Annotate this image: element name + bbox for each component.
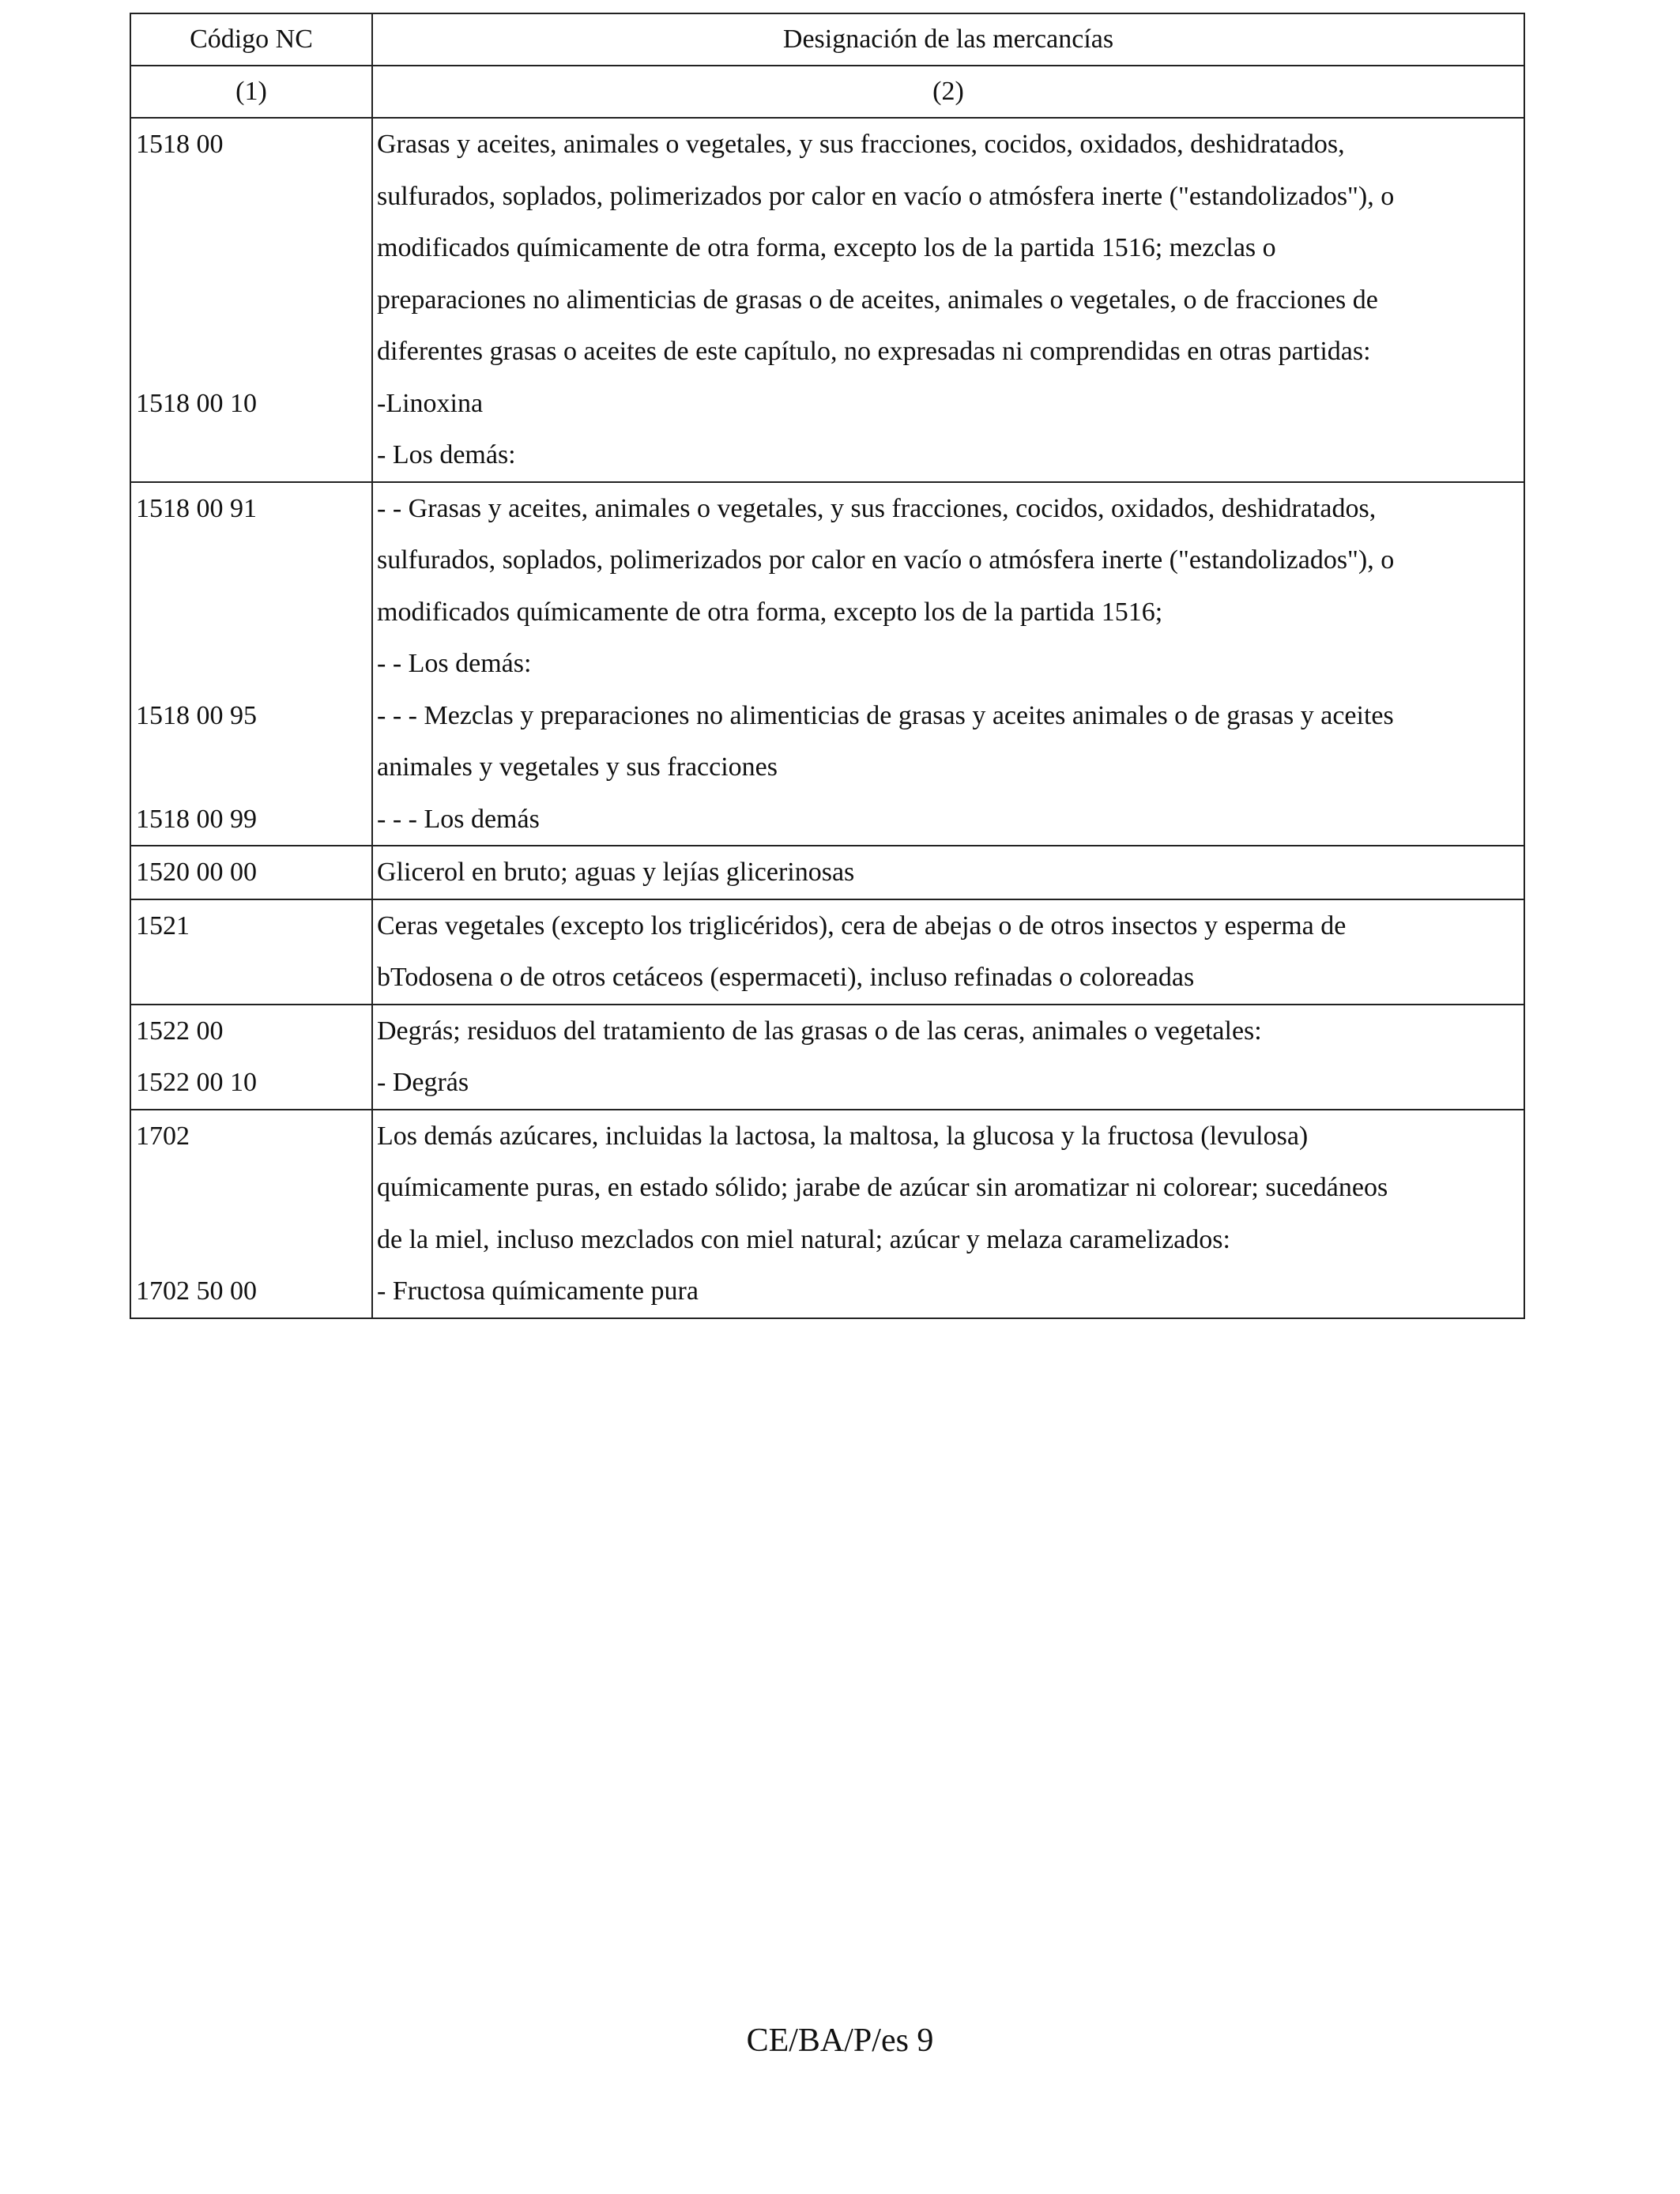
header-cn-code: Código NC — [130, 13, 372, 66]
description-cell — [372, 1110, 1524, 1318]
table-row — [130, 899, 1524, 1005]
description-line: animales y vegetales y sus fracciones — [377, 752, 778, 782]
description-line: - - - Los demás — [377, 804, 540, 834]
description-line: - - Los demás: — [377, 649, 532, 678]
description-line: modificados químicamente de otra forma, excepto los de la partida 1516; — [377, 597, 1163, 627]
cn-code: 1521 — [136, 910, 190, 941]
cn-code: 1520 00 00 — [136, 858, 257, 887]
description-cell — [372, 482, 1524, 846]
cn-code — [131, 1214, 371, 1266]
subheader-col2: (2) — [372, 66, 1524, 118]
cn-code-cell — [130, 1005, 372, 1110]
description-line: Los demás azúcares, incluidas la lactosa, la maltosa, la glucosa y la fructosa (levulosa) — [377, 1121, 1309, 1151]
table-row — [130, 1110, 1524, 1318]
table-row — [130, 118, 1524, 482]
description-cell — [372, 899, 1524, 1005]
table-body — [130, 118, 1524, 1318]
cn-code: 1522 00 — [136, 1016, 224, 1046]
cn-code: 1522 00 10 — [136, 1068, 257, 1097]
cn-code — [131, 586, 371, 639]
description-line: químicamente puras, en estado sólido; jarabe de azúcar sin aromatizar ni colorear; sucedáneos — [377, 1173, 1388, 1202]
cn-code-cell — [130, 482, 372, 846]
cn-code-cell — [130, 118, 372, 482]
cn-code-cell — [130, 1110, 372, 1318]
cn-code — [131, 171, 371, 223]
tariff-table — [130, 13, 1525, 1319]
description-line: - - Grasas y aceites, animales o vegetales, y sus fracciones, cocidos, oxidados, deshidratados, — [377, 493, 1377, 523]
description-cell — [372, 1005, 1524, 1110]
subheader-col1: (1) — [130, 66, 372, 118]
cn-code — [131, 326, 371, 378]
description-cell — [372, 846, 1524, 899]
cn-code: 1518 00 — [136, 130, 224, 159]
description-line: sulfurados, soplados, polimerizados por calor en vacío o atmósfera inerte ("estandolizados"), o — [377, 545, 1395, 575]
table-row — [130, 846, 1524, 899]
cn-code — [131, 429, 371, 481]
cn-code — [131, 222, 371, 274]
description-line: sulfurados, soplados, polimerizados por calor en vacío o atmósfera inerte ("estandolizados"), o — [377, 181, 1395, 211]
cn-code: 1518 00 91 — [136, 493, 257, 523]
subheader-row — [130, 66, 1524, 118]
description-line: Grasas y aceites, animales o vegetales, y sus fracciones, cocidos, oxidados, deshidratados, — [377, 130, 1345, 159]
description-cell — [372, 118, 1524, 482]
description-line: de la miel, incluso mezclados con miel natural; azúcar y melaza caramelizados: — [377, 1224, 1230, 1254]
description-line: - Degrás — [377, 1068, 469, 1097]
cn-code: 1518 00 99 — [136, 804, 257, 834]
description-line: bTodosena o de otros cetáceos (espermaceti), incluso refinadas o coloreadas — [377, 963, 1195, 992]
cn-code — [131, 534, 371, 586]
cn-code — [131, 741, 371, 794]
cn-code: 1702 50 00 — [136, 1276, 257, 1306]
cn-code: 1702 — [136, 1121, 190, 1151]
cn-code: 1518 00 95 — [136, 700, 257, 730]
description-line: diferentes grasas o aceites de este capítulo, no expresadas ni comprendidas en otras partidas: — [377, 337, 1371, 366]
description-line: - Fructosa químicamente pura — [377, 1276, 699, 1306]
header-goods-description: Designación de las mercancías — [372, 13, 1524, 66]
description-line: Ceras vegetales (excepto los triglicéridos), cera de abejas o de otros insectos y esperma de — [377, 910, 1347, 941]
description-line: - Los demás: — [377, 440, 516, 469]
header-row — [130, 13, 1524, 66]
description-line: Glicerol en bruto; aguas y lejías glicerinosas — [377, 858, 855, 887]
cn-code-cell — [130, 846, 372, 899]
table-row — [130, 1005, 1524, 1110]
description-line: modificados químicamente de otra forma, excepto los de la partida 1516; mezclas o — [377, 233, 1276, 262]
description-line: preparaciones no alimenticias de grasas o de aceites, animales o vegetales, o de fracciones de — [377, 285, 1378, 315]
cn-code: 1518 00 10 — [136, 388, 257, 418]
table-row — [130, 482, 1524, 846]
cn-code — [131, 638, 371, 690]
cn-code-cell — [130, 899, 372, 1005]
cn-code — [131, 274, 371, 326]
page-reference: CE/BA/P/es 9 — [746, 2022, 934, 2059]
cn-code — [131, 952, 371, 1004]
description-line: - - - Mezclas y preparaciones no alimenticias de grasas y aceites animales o de grasas y aceites — [377, 700, 1394, 730]
description-line: Degrás; residuos del tratamiento de las grasas o de las ceras, animales o vegetales: — [377, 1016, 1262, 1046]
cn-code — [131, 1162, 371, 1214]
description-line: -Linoxina — [377, 388, 484, 418]
